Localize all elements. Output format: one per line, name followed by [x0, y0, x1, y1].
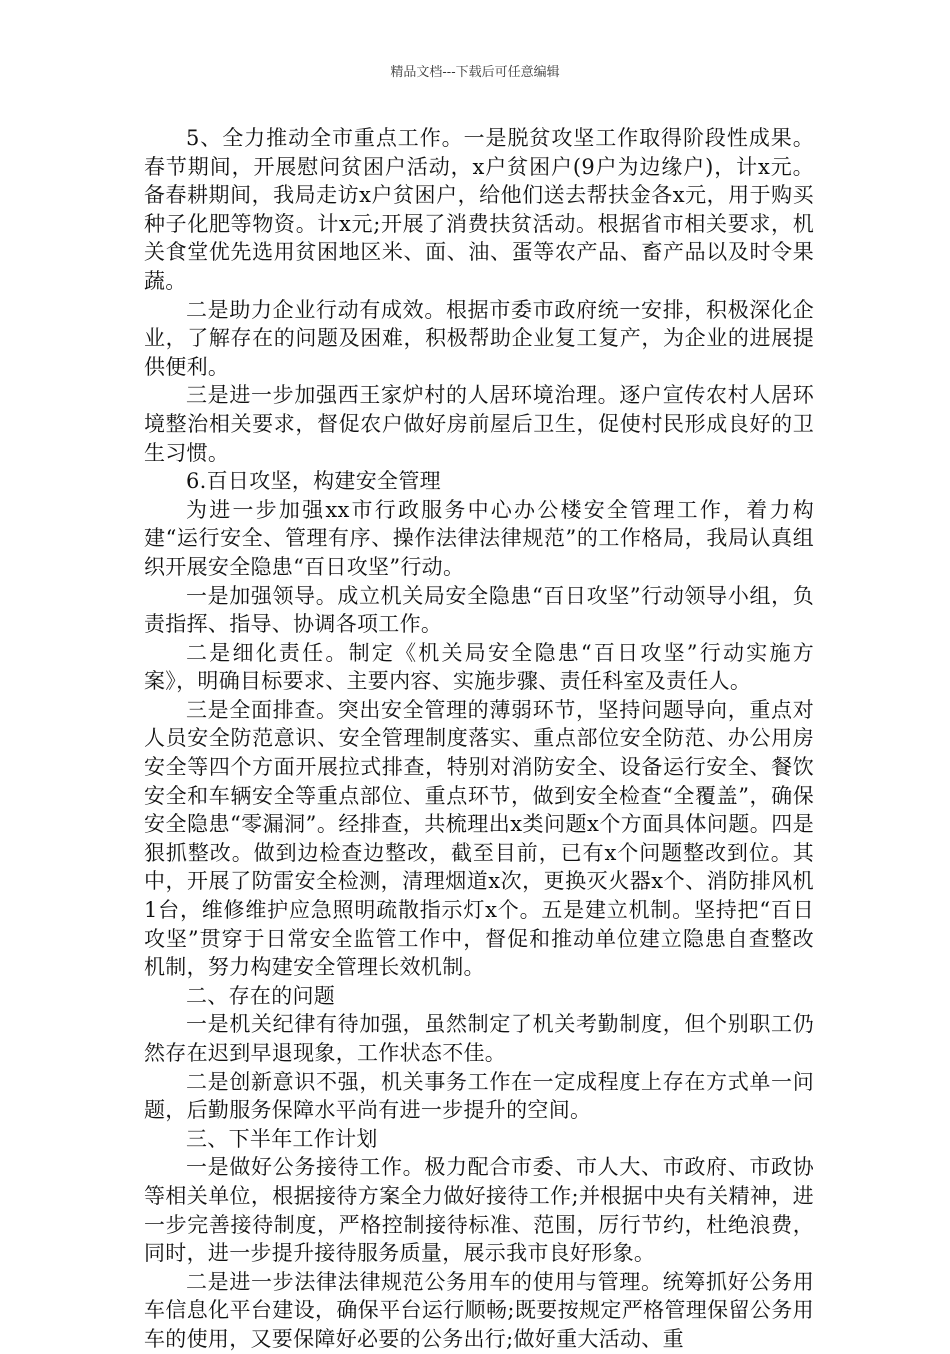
- paragraph-leadership: 一是加强领导。成立机关局安全隐患“百日攻坚”行动领导小组，负责指挥、指导、协调各项工作。: [144, 583, 814, 637]
- paragraph-discipline: 一是机关纪律有待加强，虽然制定了机关考勤制度，但个别职工仍然存在迟到早退现象，工作状态不佳。: [144, 1012, 814, 1065]
- paragraph-vehicles: 二是进一步法律法律规范公务用车的使用与管理。统筹抓好公务用车信息化平台建设，确保平台运行顺畅;既要按规定严格管理保留公务用车的使用，又要保障好必要的公务出行;做好重大活动、重: [144, 1269, 814, 1351]
- paragraph-reception: 一是做好公务接待工作。极力配合市委、市人大、市政府、市政协等相关单位，根据接待方案全力做好接待工作;并根据中央有关精神，进一步完善接待制度，严格控制接待标准、范围，厉行节约，杜绝浪费，同时，进一步提升接待服务质量，展示我市良好形象。: [144, 1155, 814, 1266]
- paragraph-responsibility: 二是细化责任。制定《机关局安全隐患“百日攻坚”行动实施方案》，明确目标要求、主要内容、实施步骤、责任科室及责任人。: [144, 640, 814, 694]
- paragraph-innovation: 二是创新意识不强，机关事务工作在一定成程度上存在方式单一问题，后勤服务保障水平尚有进一步提升的空间。: [144, 1069, 814, 1123]
- section-heading-problems: 二、存在的问题: [186, 983, 336, 1008]
- section-heading-hundred-days: 6.百日攻坚，构建安全管理: [186, 469, 441, 494]
- paragraph-village-environment: 三是进一步加强西王家炉村的人居环境治理。逐户宣传农村人居环境整治相关要求，督促农户做好房前屋后卫生，促使村民形成良好的卫生习惯。: [144, 383, 814, 465]
- document-body: [144, 124, 814, 1354]
- paragraph-inspection: 三是全面排查。突出安全管理的薄弱环节，坚持问题导向，重点对人员安全防范意识、安全管理制度落实、重点部位安全防范、办公用房安全等四个方面开展拉式排查，特别对消防安全、设备运行安全、餐饮安全和车辆安全等重点部位、重点环节，做到安全检查“全覆盖”，确保安全隐患“零漏洞”。经排查，共梳理出x类问题x个方面具体问题。四是狠抓整改。做到边检查边整改，截至目前，已有x个问题整改到位。其中，开展了防雷安全检测，清理烟道x次，更换灭火器x个、消防排风机1台，维修维护应急照明疏散指示灯x个。五是建立机制。坚持把“百日攻坚”贯穿于日常安全监管工作中，督促和推动单位建立隐患自查整改机制，努力构建安全管理长效机制。: [144, 697, 814, 980]
- page-header: 精品文档---下载后可任意编辑: [390, 65, 560, 80]
- section-heading-plan: 三、下半年工作计划: [186, 1126, 378, 1151]
- paragraph-enterprise-support: 二是助力企业行动有成效。根据市委市政府统一安排，积极深化企业，了解存在的问题及困难，积极帮助企业复工复产，为企业的进展提供便利。: [144, 297, 814, 379]
- paragraph-key-work: 5、全力推动全市重点工作。一是脱贫攻坚工作取得阶段性成果。春节期间，开展慰问贫困户活动，x户贫困户(9户为边缘户)，计x元。备春耕期间，我局走访x户贫困户，给他们送去帮扶金各x元，用于购买种子化肥等物资。计x元;开展了消费扶贫活动。根据省市相关要求，机关食堂优先选用贫困地区米、面、油、蛋等农产品、畜产品以及时令果蔬。: [144, 126, 814, 293]
- paragraph-safety-intro: 为进一步加强xx市行政服务中心办公楼安全管理工作，着力构建“运行安全、管理有序、操作法律法律规范”的工作格局，我局认真组织开展安全隐患“百日攻坚”行动。: [144, 497, 814, 579]
